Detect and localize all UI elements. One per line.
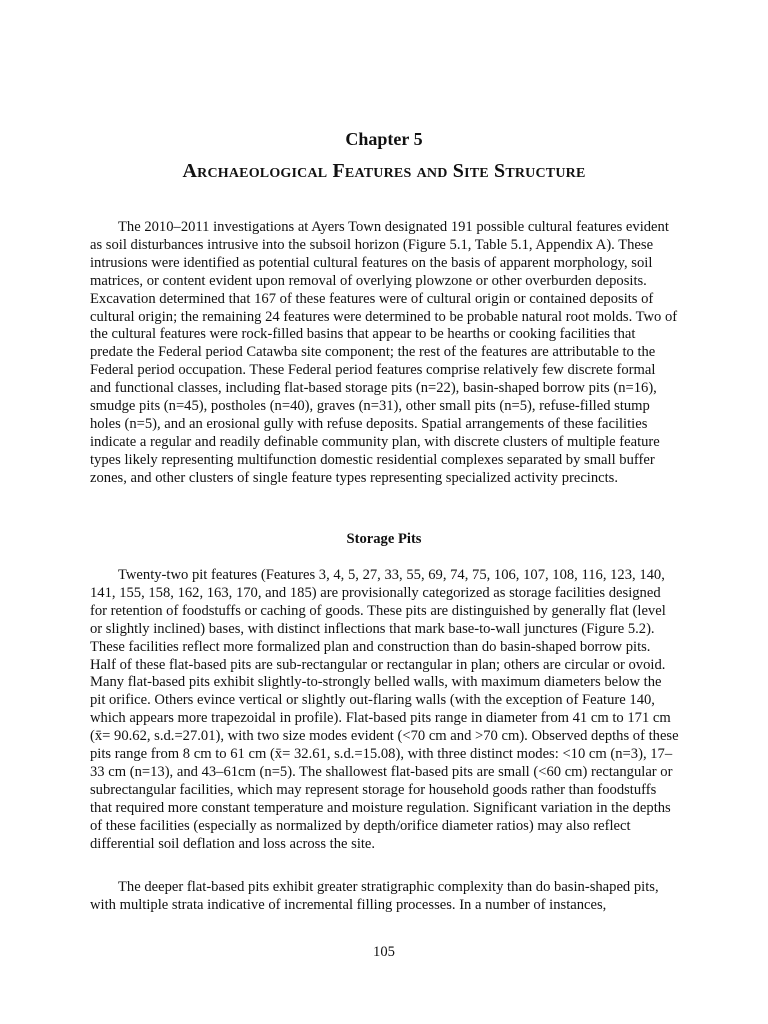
chapter-label: Chapter 5	[345, 129, 423, 149]
storage-pits-paragraph-1: Twenty-two pit features (Features 3, 4, 5, 27, 33, 55, 69, 74, 75, 106, 107, 108, 116, 123, 140, 141, 155, 158, 162, 163, 170, and 185) are provisionally categorized as storage facilities designed for retention of foodstuffs or caching of goods. These pits are distinguished by generally flat (level or slightly inclined) bases, with distinct inflections that mark base-to-wall junctures (Figure 5.2). These facilities reflect more formalized plan and construction than do basin-shaped borrow pits. Half of these flat-based pits are sub-rectangular or rectangular in plan; others are circular or ovoid. Many flat-based pits exhibit slightly-to-strongly belled walls, with maximum diameters below the pit orifice. Others evince vertical or slightly out-flaring walls (with the exception of Feature 140, which appears more trapezoidal in profile). Flat-based pits range in diameter from 41 cm to 171 cm (x̄= 90.62, s.d.=27.01), with two size modes evident (<70 cm and >70 cm). Observed depths of these pits range from 8 cm to 61 cm (x̄= 32.61, s.d.=15.08), with three distinct modes: <10 cm (n=3), 17–33 cm (n=13), and 43–61cm (n=5). The shallowest flat-based pits are small (<60 cm) rectangular or subrectangular facilities, which may represent storage for household goods rather than foodstuffs that required more constant temperature and moisture regulation. Significant variation in the depths of these facilities (especially as normalized by depth/orifice diameter ratios) may also reflect differential soil deflation and loss across the site.	[90, 567, 679, 852]
intro-paragraph: The 2010–2011 investigations at Ayers Town designated 191 possible cultural features evident as soil disturbances intrusive into the subsoil horizon (Figure 5.1, Table 5.1, Appendix A). These intrusions were identified as potential cultural features on the basis of apparent morphology, soil matrices, or content evident upon removal of overlying plowzone or other overburden deposits. Excavation determined that 167 of these features were of cultural origin or contained deposits of cultural origin; the remaining 24 features were determined to be probable natural root molds. Two of the cultural features were rock-filled basins that appear to be hearths or cooking facilities that predate the Federal period Catawba site component; the rest of the features are attributable to the Federal period occupation. These Federal period features comprise relatively few discrete formal and functional classes, including flat-based storage pits (n=22), basin-shaped borrow pits (n=16), smudge pits (n=45), postholes (n=40), graves (n=31), other small pits (n=5), refuse-filled stump holes (n=5), and an erosional gully with refuse deposits. Spatial arrangements of these facilities indicate a regular and readily definable community plan, with discrete clusters of multiple feature types likely representing multifunction domestic residential complexes separated by small buffer zones, and other clusters of single feature types representing specialized activity precincts.	[90, 219, 678, 486]
page-number: 105	[373, 944, 395, 960]
section-heading-storage-pits: Storage Pits	[346, 531, 422, 547]
storage-pits-paragraph-2: The deeper flat-based pits exhibit greater stratigraphic complexity than do basin-shaped pits, with multiple strata indicative of incremental filling processes. In a number of instances,	[90, 879, 659, 913]
chapter-title: Archaeological Features and Site Structure	[182, 160, 586, 182]
